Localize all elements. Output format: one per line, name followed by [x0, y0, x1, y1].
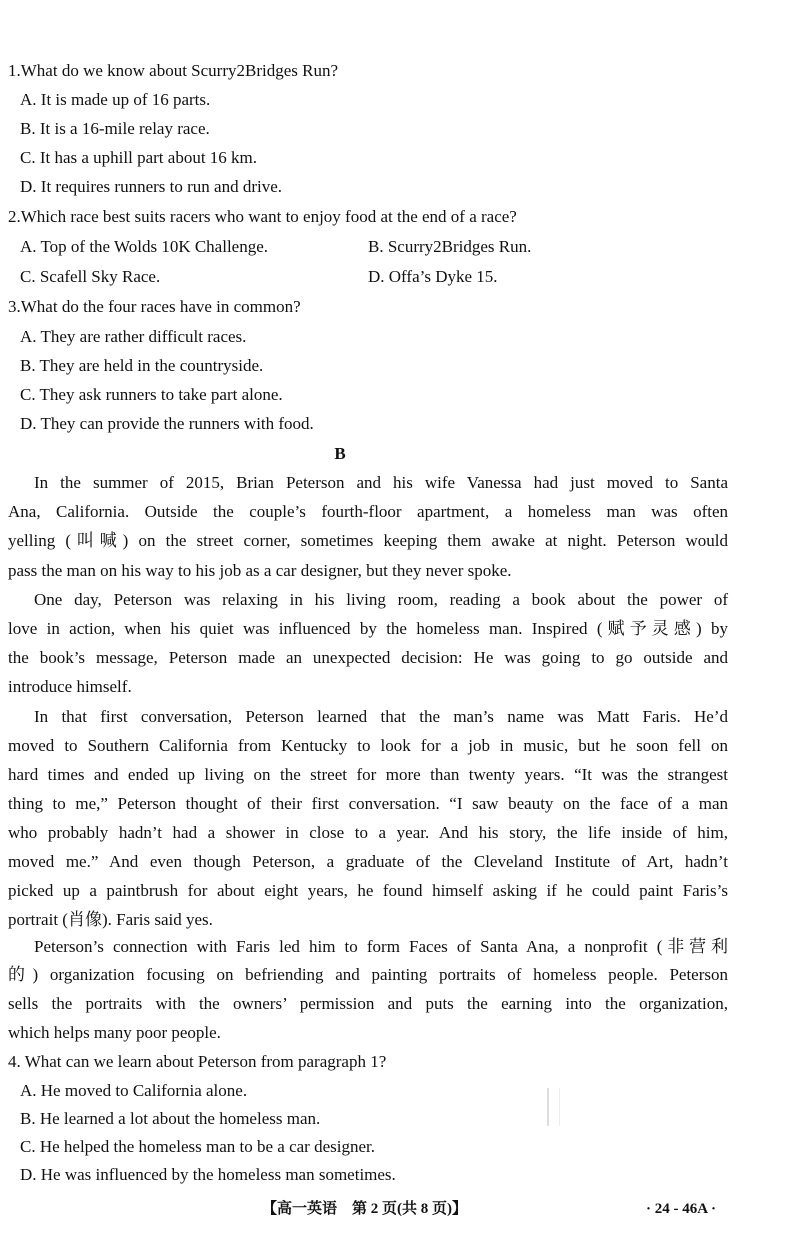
passage-p1-line-3: yelling (叫喊) on the street corner, sometimes keeping them awake at night. Peterson would [8, 531, 728, 550]
page-footer-code: · 24 - 46A · [646, 1201, 717, 1217]
passage-p2-line-4: introduce himself. [8, 677, 132, 696]
question-3-option-a: A. They are rather difficult races. [20, 327, 247, 346]
question-2-option-a: A. Top of the Wolds 10K Challenge. [20, 237, 269, 256]
question-4-option-c: C. He helped the homeless man to be a car designer. [20, 1137, 375, 1156]
question-3-option-d: D. They can provide the runners with food. [20, 414, 314, 433]
question-1-option-b: B. It is a 16-mile relay race. [20, 119, 210, 138]
question-1-option-d: D. It requires runners to run and drive. [20, 177, 283, 196]
passage-p2-line-3: the book’s message, Peterson made an unexpected decision: He was going to go outside and [8, 648, 728, 667]
question-1-option-c: C. It has a uphill part about 16 km. [20, 148, 258, 167]
passage-p3-line-6: moved me.” And even though Peterson, a graduate of the Cleveland Institute of Art, hadn’t [8, 852, 728, 871]
question-2-option-c: C. Scafell Sky Race. [20, 267, 161, 286]
passage-p3-line-5: who probably hadn’t had a shower in close to a year. And his story, the life inside of him, [8, 823, 728, 842]
passage-p4-line-4: which helps many poor people. [8, 1023, 221, 1042]
passage-p1-line-1: In the summer of 2015, Brian Peterson and his wife Vanessa had just moved to Santa [34, 473, 728, 492]
question-3-option-c: C. They ask runners to take part alone. [20, 385, 283, 404]
question-4-option-a: A. He moved to California alone. [20, 1081, 248, 1100]
question-1-stem: 1.What do we know about Scurry2Bridges Run? [8, 61, 339, 80]
question-3-option-b: B. They are held in the countryside. [20, 356, 264, 375]
passage-p4-line-3: sells the portraits with the owners’ permission and puts the earning into the organization, [8, 994, 728, 1013]
passage-p3-line-4: thing to me,” Peterson thought of their first conversation. “I saw beauty on the face of a man [8, 794, 728, 813]
passage-p3-line-8: portrait (肖像). Faris said yes. [8, 910, 213, 929]
question-4-option-d: D. He was influenced by the homeless man sometimes. [20, 1165, 396, 1184]
question-2-stem: 2.Which race best suits racers who want to enjoy food at the end of a race? [8, 207, 517, 226]
passage-p3-line-2: moved to Southern California from Kentucky to look for a job in music, but he soon fell on [8, 736, 728, 755]
question-2-option-d: D. Offa’s Dyke 15. [368, 267, 498, 286]
passage-p4-line-1: Peterson’s connection with Faris led him to form Faces of Santa Ana, a nonprofit (非营利 [34, 937, 728, 956]
question-2-option-b: B. Scurry2Bridges Run. [368, 237, 532, 256]
passage-p3-line-7: picked up a paintbrush for about eight years, he found himself asking if he could paint Faris’s [8, 881, 728, 900]
scan-artifact [547, 1088, 560, 1126]
section-title: B [334, 444, 346, 463]
question-3-stem: 3.What do the four races have in common? [8, 297, 301, 316]
passage-p1-line-4: pass the man on his way to his job as a car designer, but they never spoke. [8, 561, 512, 580]
passage-p2-line-2: love in action, when his quiet was influenced by the homeless man. Inspired (赋予灵感) by [8, 619, 728, 638]
question-1-option-a: A. It is made up of 16 parts. [20, 90, 211, 109]
passage-p2-line-1: One day, Peterson was relaxing in his living room, reading a book about the power of [34, 590, 728, 609]
question-4-option-b: B. He learned a lot about the homeless man. [20, 1109, 321, 1128]
page-footer-label: 【高一英语 第 2 页(共 8 页)】 [262, 1201, 467, 1217]
passage-p1-line-2: Ana, California. Outside the couple’s fourth-floor apartment, a homeless man was often [8, 502, 728, 521]
passage-p3-line-1: In that first conversation, Peterson learned that the man’s name was Matt Faris. He’d [34, 707, 728, 726]
question-4-stem: 4. What can we learn about Peterson from paragraph 1? [8, 1052, 387, 1071]
passage-p3-line-3: hard times and ended up living on the street for more than twenty years. “It was the strangest [8, 765, 728, 784]
passage-p4-line-2: 的) organization focusing on befriending and painting portraits of homeless people. Peterson [8, 965, 728, 984]
